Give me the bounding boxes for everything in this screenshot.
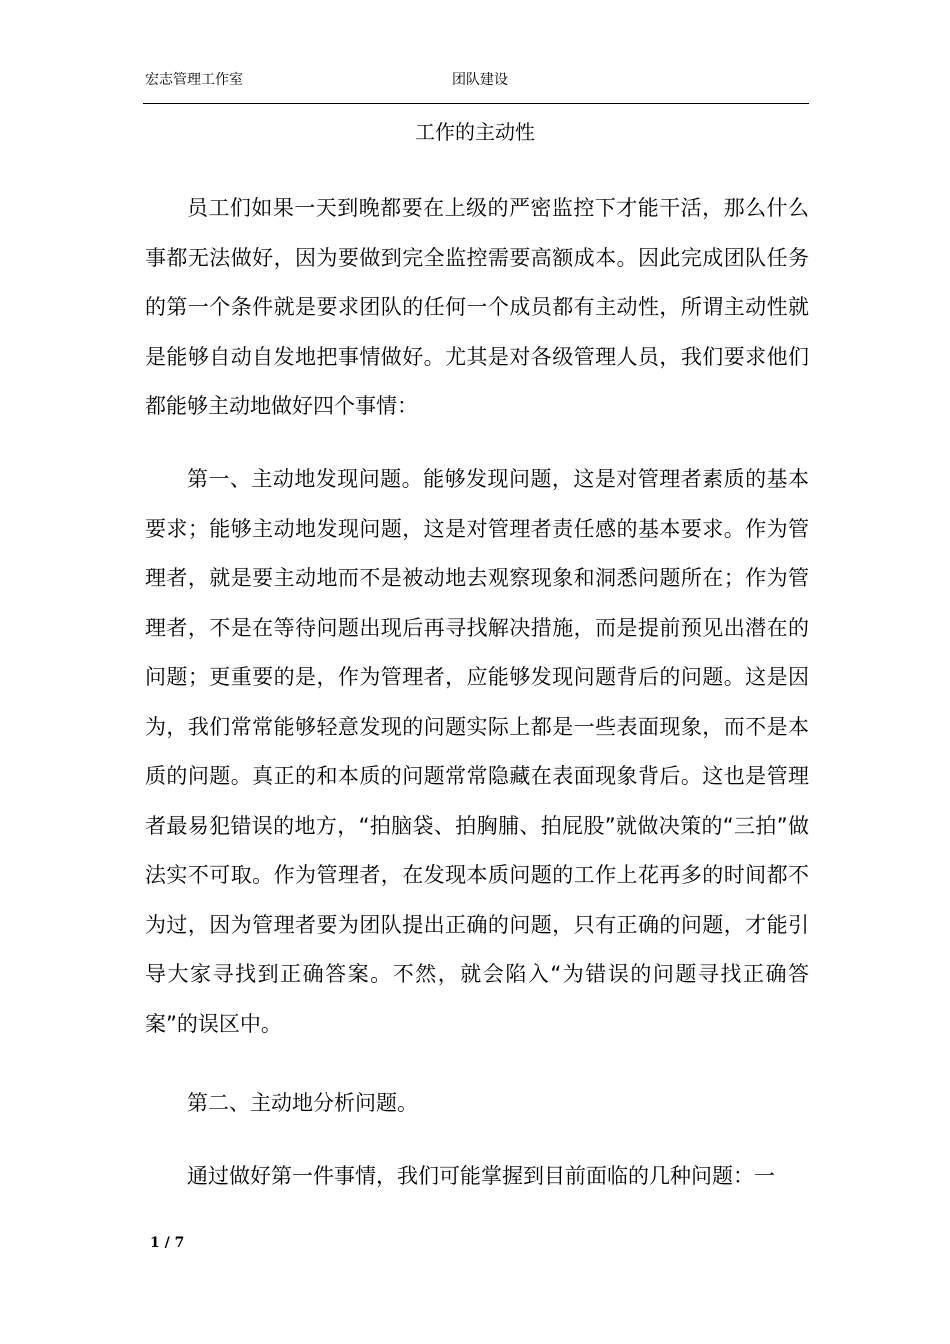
page-number: 1 / 7 xyxy=(150,1235,185,1251)
body-paragraph: 通过做好第一件事情，我们可能掌握到目前面临的几种问题：一 xyxy=(187,1164,775,1188)
body-paragraph: 第一、主动地发现问题。能够发现问题，这是对管理者素质的基本要求；能够主动地发现问题，这是对管理者责任感的基本要求。作为管理者，就是要主动地而不是被动地去观察现象和洞悉问题所在；作为管理者，不是在等待问题出现后再寻找解决措施，而是提前预见出潜在的问题；更重要的是，作为管理者，应能够发现问题背后的问题。这是因为，我们常常能够轻意发现的问题实际上都是一些表面现象，而不是本质的问题。真正的和本质的问题常常隐藏在表面现象背后。这也是管理者最易犯错误的地方，“拍脑袋、拍胸脯、拍屁股”就做决策的“三拍”做法实不可取。作为管理者，在发现本质问题的工作上花再多的时间都不为过，因为管理者要为团队提出正确的问题，只有正确的问题，才能引导大家寻找到正确答案。不然，就会陷入“为错误的问题寻找正确答案”的误区中。 xyxy=(145,467,809,1036)
header-left-title: 宏志管理工作室 xyxy=(145,72,243,88)
header-divider xyxy=(143,103,809,104)
document-title: 工作的主动性 xyxy=(415,120,535,144)
header-center-title: 团队建设 xyxy=(452,72,508,88)
body-paragraph: 第二、主动地分析问题。 xyxy=(187,1091,418,1115)
body-paragraph: 员工们如果一天到晚都要在上级的严密监控下才能干活，那么什么事都无法做好，因为要做到完全监控需要高额成本。因此完成团队任务的第一个条件就是要求团队的任何一个成员都有主动性，所谓主动性就是能够自动自发地把事情做好。尤其是对各级管理人员，我们要求他们都能够主动地做好四个事情： xyxy=(145,196,809,418)
